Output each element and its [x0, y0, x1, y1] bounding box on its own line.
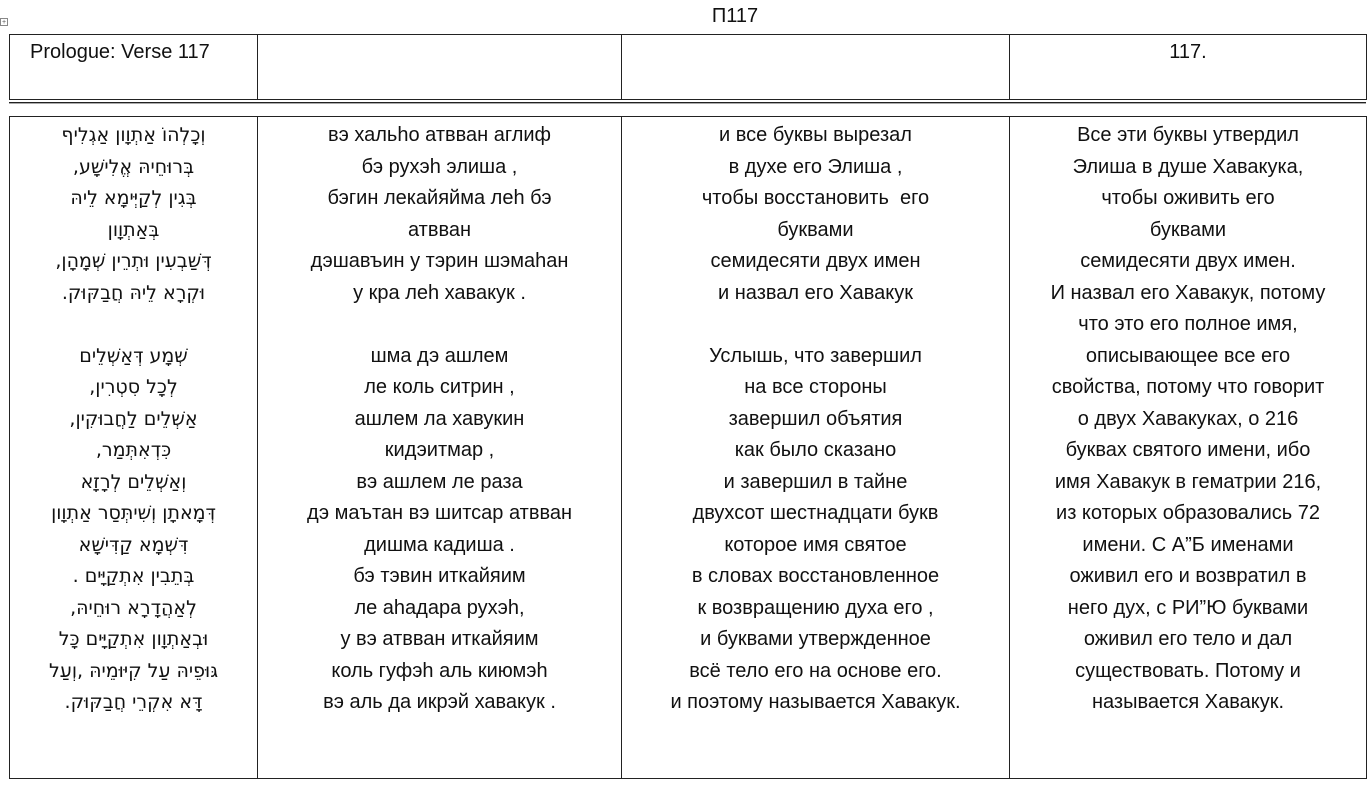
text-line: бэ рухэh элиша , — [361, 155, 518, 178]
translation-cell[interactable] — [1010, 117, 1367, 779]
header-cell-number[interactable]: 117. — [1010, 35, 1367, 100]
text-line: בְּרוּחֵיהּ אֱלִישָׁע, — [72, 155, 195, 178]
text-line: в словах восстановленное — [691, 565, 940, 587]
text-line: на все стороны — [744, 376, 887, 398]
text-line: существовать. Потому и — [1075, 659, 1301, 682]
literal-translation-cell[interactable] — [622, 117, 1010, 779]
text-line: называется Хавакук. — [1091, 691, 1285, 713]
hebrew-text-cell[interactable] — [10, 117, 258, 779]
header-cell-empty-2[interactable] — [622, 35, 1010, 100]
page-title-container — [0, 4, 1370, 28]
text-line: דְּמָאתָן וְשִׁיתְּסַר אַתְוָון — [51, 502, 216, 524]
text-line: атвван — [407, 218, 472, 241]
text-line: буквами — [1149, 218, 1227, 241]
header-row — [10, 35, 1367, 100]
text-line: буквах святого имени, ибо — [1065, 439, 1311, 461]
text-line: оживил его и возвратил в — [1069, 565, 1307, 587]
literal-translation-text — [622, 120, 1009, 719]
header-cell-empty-1[interactable] — [258, 35, 622, 100]
text-line: семидесяти двух имен — [710, 250, 921, 272]
text-line: как было сказано — [734, 439, 897, 461]
text-line: גּוּפֵיהּ עַל קִיּוּמֵיהּ ,וְעַל — [48, 659, 219, 682]
text-line: описывающее все его — [1085, 344, 1291, 367]
text-line: к возвращению духа его , — [697, 596, 934, 619]
text-line: אַשְׁלֵים לַחֲבוּקִין, — [69, 407, 198, 430]
text-line: דִּשְׁמָא קַדִּישָׁא — [78, 533, 189, 556]
text-line: דָּא אִקְרֵי חֲבַקּוּק. — [64, 691, 203, 713]
text-line: дишма кадиша . — [364, 533, 515, 556]
text-line: Все эти буквы утвердил — [1077, 124, 1299, 146]
text-line: имя Хавакук в гематрии 216, — [1054, 470, 1322, 493]
page-title: П117 — [711, 5, 759, 27]
table-divider — [9, 102, 1366, 104]
header-cell-verse[interactable]: Prologue: Verse 117 — [10, 35, 258, 100]
text-line: וְכָלְהוֹ אַתְוָון אַגְלִיף — [61, 124, 206, 146]
hebrew-text — [10, 120, 257, 719]
text-line: него дух, с РИ”Ю буквами — [1067, 596, 1309, 619]
text-line: לְאַהֲדָרָא רוּחֵיהּ, — [70, 596, 197, 619]
text-line: которое имя святое — [724, 533, 907, 556]
text-line: вэ хальhо атвван аглиф — [327, 124, 552, 146]
text-line: וּבְאַתְוָון אִתְקַיָּים כָּל — [58, 628, 209, 650]
text-line: שְׁמָע דְּאַשְׁלֵים — [79, 344, 188, 367]
text-line: о двух Хавакуках, о 216 — [1077, 407, 1299, 430]
text-line: бэгин лекайяйма леh бэ — [327, 187, 552, 209]
text-line: двухсот шестнадцати букв — [692, 502, 939, 524]
text-line: דְּשַׁבְעִין וּתְרֵין שְׁמָהָן, — [55, 250, 212, 272]
text-line: у кра леh хавакук . — [353, 281, 526, 304]
text-line: и буквами утвержденное — [700, 628, 931, 650]
text-line: оживил его тело и дал — [1083, 628, 1293, 650]
text-line: имени. С А”Б именами — [1082, 533, 1294, 556]
text-line: и поэтому называется Хавакук. — [670, 691, 961, 713]
text-line: свойства, потому что говорит — [1051, 376, 1325, 398]
text-line: коль гуфэh аль киюмэh — [331, 659, 548, 682]
text-line: Элиша в душе Хавакука, — [1072, 155, 1304, 178]
text-line: семидесяти двух имен. — [1080, 250, 1296, 272]
text-line: בְּתֵבִין אִתְקַיָּים . — [72, 565, 195, 587]
text-line: шма дэ ашлем — [370, 344, 509, 367]
blank-line — [10, 309, 257, 341]
header-table — [9, 34, 1367, 100]
text-line: וּקְרָא לֵיהּ חֲבַקּוּק. — [61, 281, 206, 304]
translation-text — [1010, 120, 1366, 719]
text-line: у вэ атвван иткайяим — [340, 628, 539, 650]
transliteration-cell[interactable] — [258, 117, 622, 779]
text-line: Услышь, что завершил — [709, 344, 922, 367]
text-line: из которых образовались 72 — [1056, 502, 1320, 524]
text-line: и завершил в тайне — [723, 470, 908, 493]
text-line: ашлем ла хавукин — [354, 407, 525, 430]
text-line: буквами — [777, 218, 854, 241]
text-line: завершил объятия — [728, 407, 903, 430]
text-line: כִּדְאִתְּמַר, — [95, 439, 172, 461]
text-line: всё тело его на основе его. — [689, 659, 942, 682]
text-line: вэ аль да икрэй хавакук . — [323, 691, 556, 713]
text-line: что это его полное имя, — [1078, 313, 1298, 335]
text-line: ле аhадара рухэh, — [354, 596, 525, 619]
text-line: кидэитмар , — [384, 439, 495, 461]
text-line: בְּאַתְוָון — [107, 218, 160, 241]
text-line: И назвал его Хавакук, потому — [1050, 281, 1326, 304]
text-line: бэ тэвин иткайяим — [353, 565, 526, 587]
text-line: чтобы оживить его — [1101, 187, 1275, 209]
text-line: ле коль ситрин , — [364, 376, 515, 398]
blank-line — [258, 309, 621, 341]
blank-line — [622, 309, 1009, 341]
text-line: בְּגִין לְקַיְּימָא לֵיהּ — [70, 187, 197, 209]
text-line: дэ маътан вэ шитсар атвван — [306, 502, 573, 524]
verse-row — [10, 117, 1367, 779]
transliteration-text — [258, 120, 621, 719]
text-line: вэ ашлем ле раза — [356, 470, 523, 493]
text-line: וְאַשְׁלֵים לְרָזָא — [80, 470, 187, 493]
text-line: в духе его Элиша , — [728, 155, 903, 178]
text-line: и все буквы вырезал — [719, 124, 912, 146]
text-line: чтобы восстановить его — [701, 187, 930, 209]
text-line: לְכָל סִטְרִין, — [89, 376, 178, 398]
verse-table — [9, 116, 1367, 779]
table-move-handle-icon[interactable]: + — [1, 19, 7, 26]
text-line: и назвал его Хавакук — [718, 281, 913, 304]
text-line: дэшавъин у тэрин шэмаhан — [310, 250, 569, 272]
